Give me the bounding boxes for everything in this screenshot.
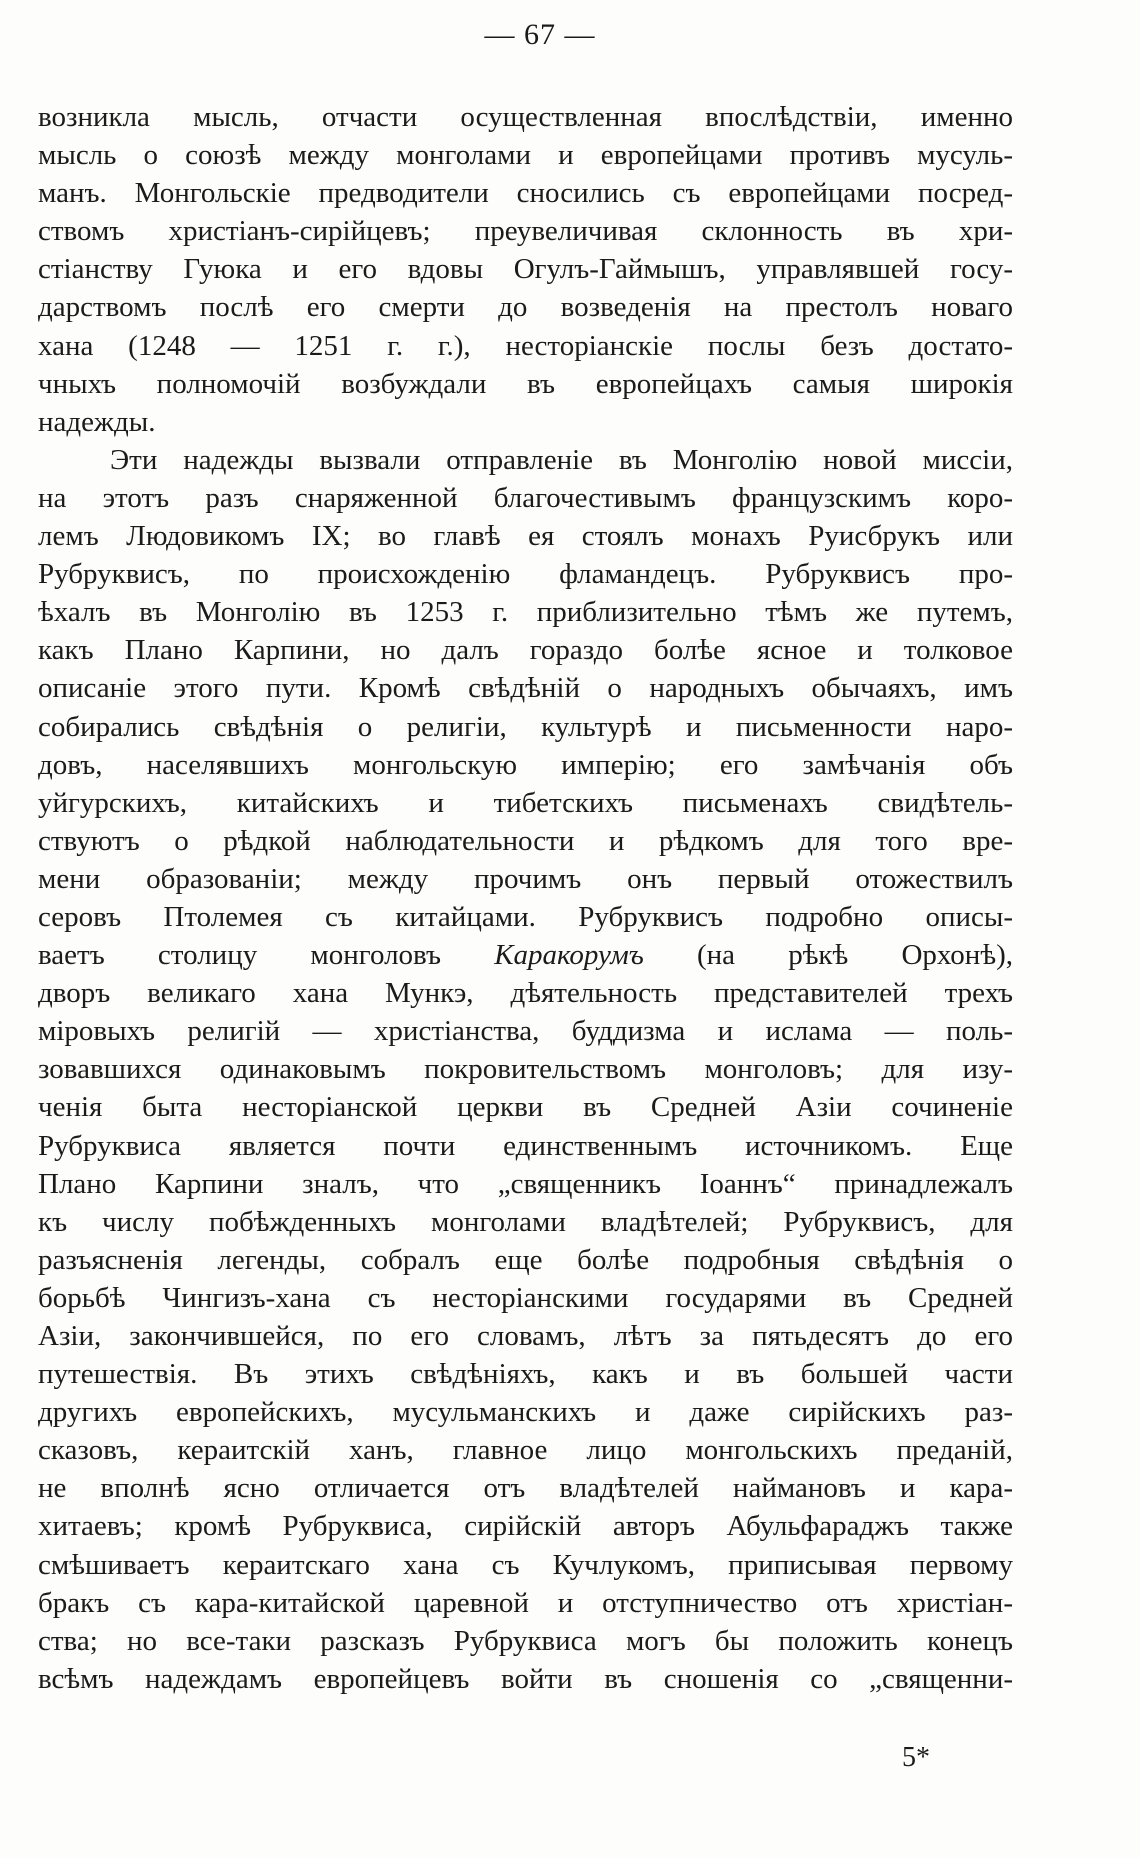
- text-line: чныхъ полномочій возбуждали въ европейцахъ самыя широкія: [38, 367, 1013, 400]
- text-line: хана (1248 — 1251 г. г.), несторіанскіе послы безъ достато-: [38, 329, 1013, 362]
- text-line: міровыхъ религій — христіанства, буддизма и ислама — поль-: [38, 1015, 1013, 1048]
- text-line: лемъ Людовикомъ IX; во главѣ ея стоялъ монахъ Руисбрукъ или: [38, 520, 1013, 553]
- text-line: серовъ Птолемея съ китайцами. Рубруквисъ подробно описы-: [38, 900, 1013, 933]
- text-line: ѣхалъ въ Монголію въ 1253 г. приблизительно тѣмъ же путемъ,: [38, 596, 1013, 629]
- text-line: собирались свѣдѣнія о религіи, культурѣ и письменности наро-: [38, 710, 1013, 743]
- text-line: сказовъ, кераитскій ханъ, главное лицо монгольскихъ преданій,: [38, 1434, 1013, 1467]
- text-line: стіанству Гуюка и его вдовы Огулъ-Гаймышъ, управлявшей госу-: [38, 253, 1013, 286]
- text-segment: (на рѣкѣ Орхонѣ),: [643, 939, 1013, 972]
- text-line: мысль о союзѣ между монголами и европейцами противъ мусуль-: [38, 139, 1013, 172]
- text-line: путешествія. Въ этихъ свѣдѣніяхъ, какъ и въ большей части: [38, 1358, 1013, 1391]
- text-line: зовавшихся одинаковымъ покровительствомъ монголовъ; для изу-: [38, 1053, 1013, 1086]
- text-line: довъ, населявшихъ монгольскую имперію; его замѣчанія объ: [38, 748, 1013, 781]
- text-line: Плано Карпини зналъ, что „священникъ Іоаннъ“ принадлежалъ: [38, 1167, 1013, 1200]
- text-line: возникла мысль, отчасти осуществленная впослѣдствіи, именно: [38, 101, 1013, 133]
- text-line: хитаевъ; кромѣ Рубруквиса, сирійскій авторъ Абульфараджъ также: [38, 1510, 1013, 1543]
- italic-term: Каракорумъ: [494, 939, 644, 972]
- text-line: манъ. Монгольскіе предводители сносились съ европейцами посред-: [38, 177, 1013, 210]
- text-line: описаніе этого пути. Кромѣ свѣдѣній о народныхъ обычаяхъ, имъ: [38, 672, 1013, 705]
- text-line: [38, 936, 1013, 974]
- text-line: уйгурскихъ, китайскихъ и тибетскихъ письменахъ свидѣтель-: [38, 786, 1013, 819]
- text-line: мени образованіи; между прочимъ онъ первый отожествилъ: [38, 862, 1013, 895]
- text-line: ствуютъ о рѣдкой наблюдательности и рѣдкомъ для того вре-: [38, 824, 1013, 857]
- text-line: бракъ съ кара-китайской царевной и отступничество отъ христіан-: [38, 1586, 1013, 1619]
- text-line: дворъ великаго хана Мункэ, дѣятельность представителей трехъ: [38, 977, 1013, 1010]
- text-line: ства; но все-таки разсказъ Рубруквиса могъ бы положить конецъ: [38, 1624, 1013, 1657]
- text-line: къ числу побѣжденныхъ монголами владѣтелей; Рубруквисъ, для: [38, 1205, 1013, 1238]
- text-line: на этотъ разъ снаряженной благочестивымъ французскимъ коро-: [38, 481, 1013, 514]
- signature-mark: 5*: [902, 1742, 930, 1773]
- text-line: смѣшиваетъ кераитскаго хана съ Кучлукомъ, приписывая первому: [38, 1548, 1013, 1581]
- text-line: не вполнѣ ясно отличается отъ владѣтелей наймановъ и кара-: [38, 1472, 1013, 1505]
- text-line: Азіи, закончившейся, по его словамъ, лѣтъ за пятьдесятъ до его: [38, 1320, 1013, 1352]
- text-line: другихъ европейскихъ, мусульманскихъ и даже сирійскихъ раз-: [38, 1396, 1013, 1429]
- text-segment: ваетъ столицу монголовъ: [38, 939, 495, 972]
- text-line: всѣмъ надеждамъ европейцевъ войти въ сношенія со „священни-: [38, 1662, 1013, 1695]
- text-line: борьбѣ Чингизъ-хана съ несторіанскими государями въ Средней: [38, 1281, 1013, 1314]
- text-line: Рубруквисъ, по происхожденію фламандецъ. Рубруквисъ про-: [38, 558, 1013, 591]
- text-line: Эти надежды вызвали отправленіе въ Монголію новой миссіи,: [110, 443, 1013, 476]
- text-line: разъясненія легенды, собралъ еще болѣе подробныя свѣдѣнія о: [38, 1243, 1013, 1276]
- body-text: [38, 98, 1013, 1698]
- text-line: ствомъ христіанъ-сирійцевъ; преувеличивая склонность въ хри-: [38, 215, 1013, 248]
- page-number: — 67 —: [484, 18, 596, 51]
- text-line: какъ Плано Карпини, но далъ гораздо болѣе ясное и толковое: [38, 634, 1013, 667]
- text-line: дарствомъ послѣ его смерти до возведенія на престолъ новаго: [38, 291, 1013, 324]
- text-line: надежды.: [38, 405, 156, 438]
- text-line: Рубруквиса является почти единственнымъ источникомъ. Еще: [38, 1129, 1013, 1162]
- text-line: ченія быта несторіанской церкви въ Средней Азіи сочиненіе: [38, 1091, 1013, 1124]
